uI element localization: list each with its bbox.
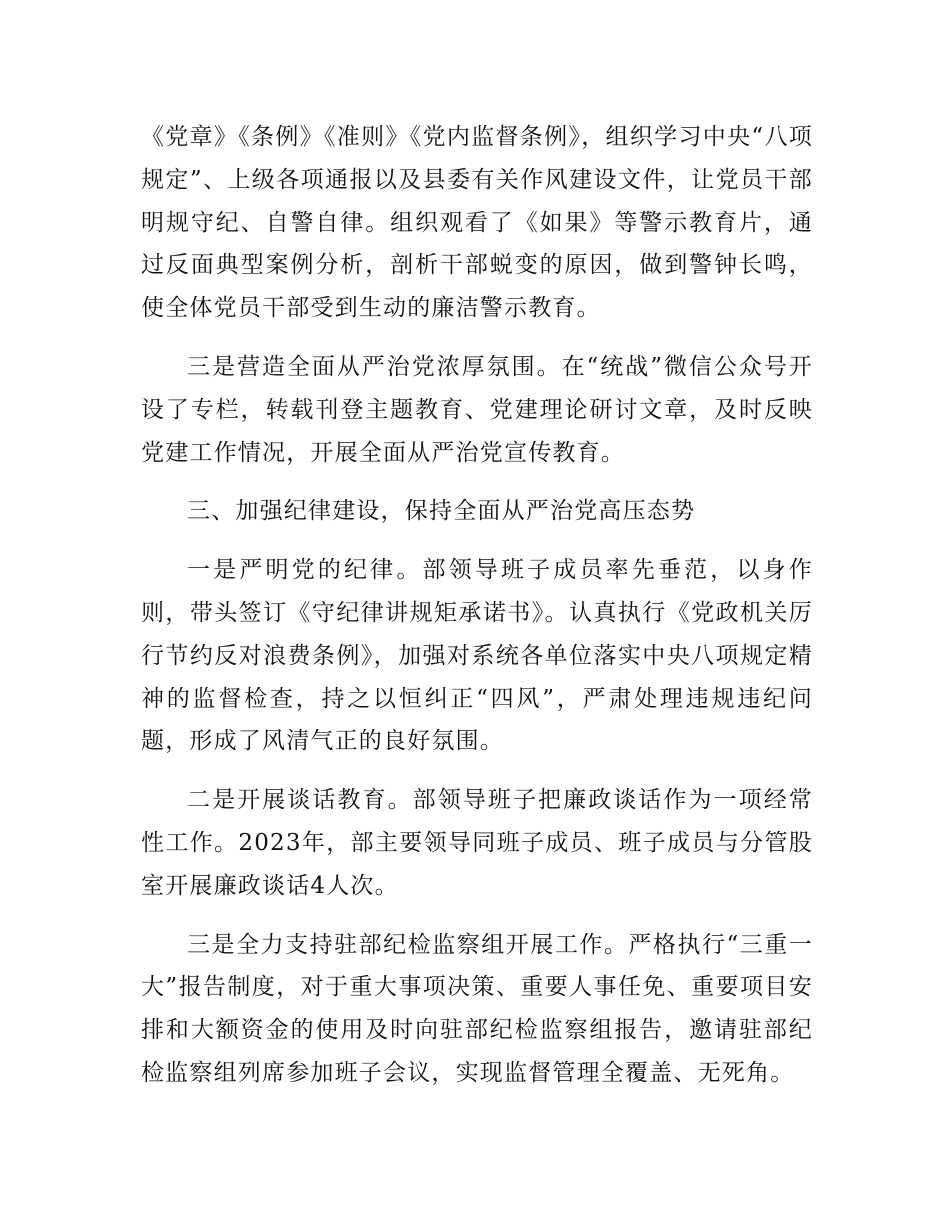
paragraph-continued: 《党章》《条例》《准则》《党内监督条例》，组织学习中央“八项规定”、上级各项通报以及县委有关作风建设文件，让党员干部明规守纪、自警自律。组织观看了《如果》等警示教育片，通过反面典型案例分析，剖析干部蜕变的原因，做到警钟长鸣，使全体党员干部受到生动的廉洁警示教育。 [141, 124, 813, 322]
document-body [141, 116, 813, 1111]
paragraph-atmosphere: 三是营造全面从严治党浓厚氛围。在“统战”微信公众号开设了专栏，转载刊登主题教育、党建理论研讨文章，及时反映党建工作情况，开展全面从严治党宣传教育。 [141, 353, 813, 466]
paragraph-discipline: 一是严明党的纪律。部领导班子成员率先垂范，以身作则，带头签订《守纪律讲规矩承诺书》。认真执行《党政机关厉行节约反对浪费条例》，加强对系统各单位落实中央八项规定精神的监督检查，持之以恒纠正“四风”，严肃处理违规违纪问题，形成了风清气正的良好氛围。 [141, 557, 813, 755]
paragraph-supervision: 三是全力支持驻部纪检监察组开展工作。严格执行“三重一大”报告制度，对于重大事项决策、重要人事任免、重要项目安排和大额资金的使用及时向驻部纪检监察组报告，邀请驻部纪检监察组列席参加班子会议，实现监督管理全覆盖、无死角。 [141, 931, 813, 1086]
section-heading-discipline: 三、加强纪律建设，保持全面从严治党高压态势 [187, 498, 696, 525]
paragraph-talks: 二是开展谈话教育。部领导班子把廉政谈话作为一项经常性工作。2023年，部主要领导同班子成员、班子成员与分管股室开展廉政谈话4人次。 [141, 787, 813, 899]
